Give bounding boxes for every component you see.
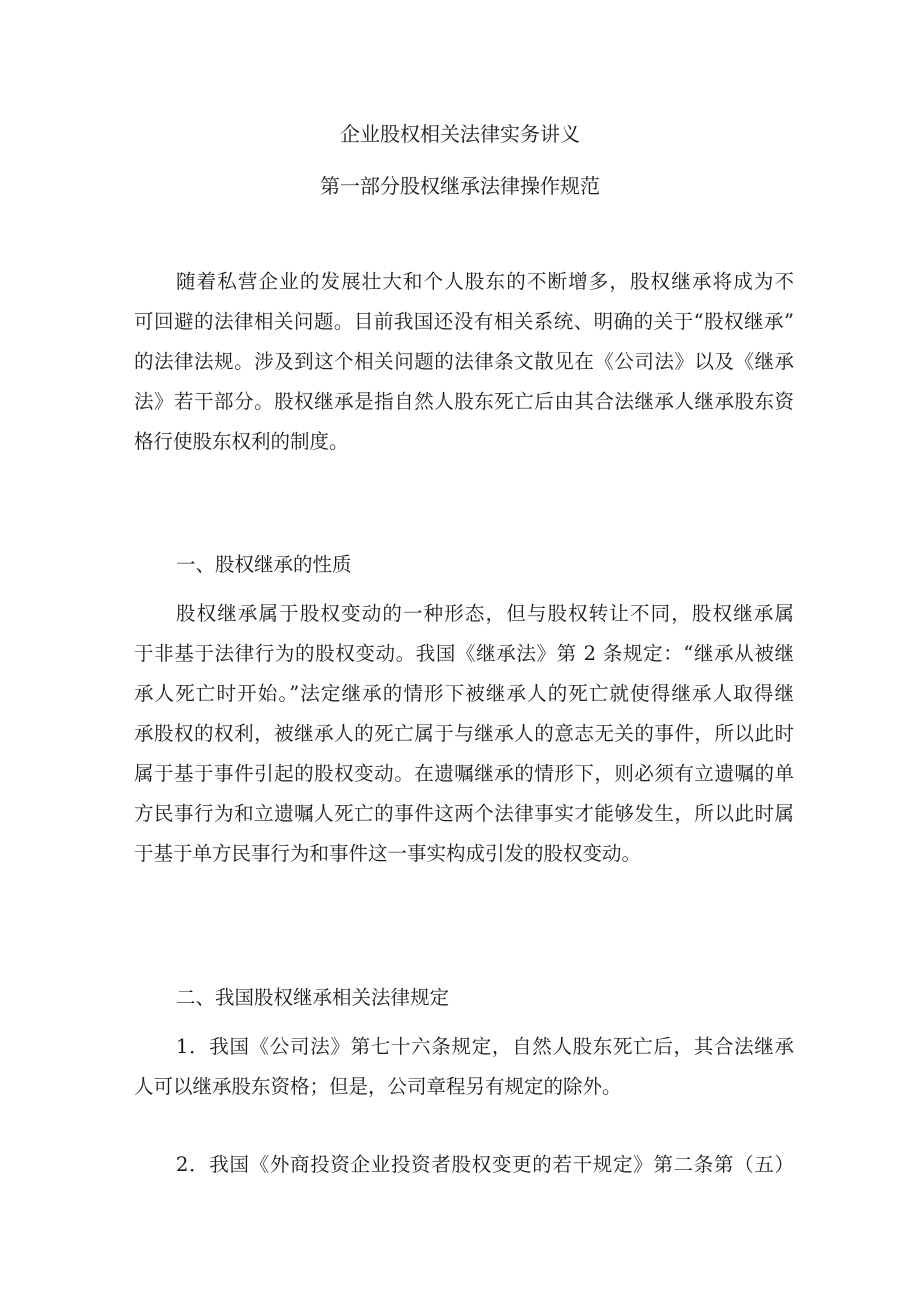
section-heading-nature: 一、股权继承的性质	[176, 553, 352, 576]
section-nature-paragraph	[134, 594, 794, 874]
paragraph-line: 法》若干部分。股权继承是指自然人股东死亡后由其合法继承人继承股东资	[134, 390, 794, 413]
paragraph-line: 1．我国《公司法》第七十六条规定，自然人股东死亡后，其合法继承	[176, 1035, 794, 1058]
paragraph-line: 可回避的法律相关问题。目前我国还没有相关系统、明确的关于“股权继承”	[134, 310, 794, 333]
intro-paragraph	[134, 262, 794, 462]
paragraph-line: 的法律法规。涉及到这个相关问题的法律条文散见在《公司法》以及《继承	[134, 350, 794, 373]
paragraph-line: 股权继承属于股权变动的一种形态，但与股权转让不同，股权继承属	[176, 602, 794, 625]
paragraph-line: 格行使股东权利的制度。	[134, 430, 349, 453]
paragraph-line: 方民事行为和立遗嘱人死亡的事件这两个法律事实才能够发生，所以此时属	[134, 802, 794, 825]
paragraph-line: 于基于单方民事行为和事件这一事实构成引发的股权变动。	[134, 842, 642, 865]
paragraph-line: 承人死亡时开始。”法定继承的情形下被继承人的死亡就使得继承人取得继	[134, 682, 794, 705]
document-title: 企业股权相关法律实务讲义	[340, 122, 580, 146]
paragraph-line: 属于基于事件引起的股权变动。在遗嘱继承的情形下，则必须有立遗嘱的单	[134, 762, 794, 785]
document-subtitle: 第一部分股权继承法律操作规范	[320, 174, 600, 198]
paragraph-line: 人可以继承股东资格；但是，公司章程另有规定的除外。	[134, 1075, 622, 1098]
paragraph-line: 随着私营企业的发展壮大和个人股东的不断增多，股权继承将成为不	[176, 270, 794, 293]
paragraph-line: 于非基于法律行为的股权变动。我国《继承法》第 2 条规定：“继承从被继	[134, 642, 794, 665]
paragraph-line: 承股权的权利，被继承人的死亡属于与继承人的意志无关的事件，所以此时	[134, 722, 794, 745]
regulation-item-2	[134, 1145, 794, 1185]
section-heading-regulations: 二、我国股权继承相关法律规定	[176, 986, 450, 1009]
paragraph-line: 2．我国《外商投资企业投资者股权变更的若干规定》第二条第（五）	[176, 1153, 794, 1176]
regulation-item-1	[134, 1027, 794, 1107]
